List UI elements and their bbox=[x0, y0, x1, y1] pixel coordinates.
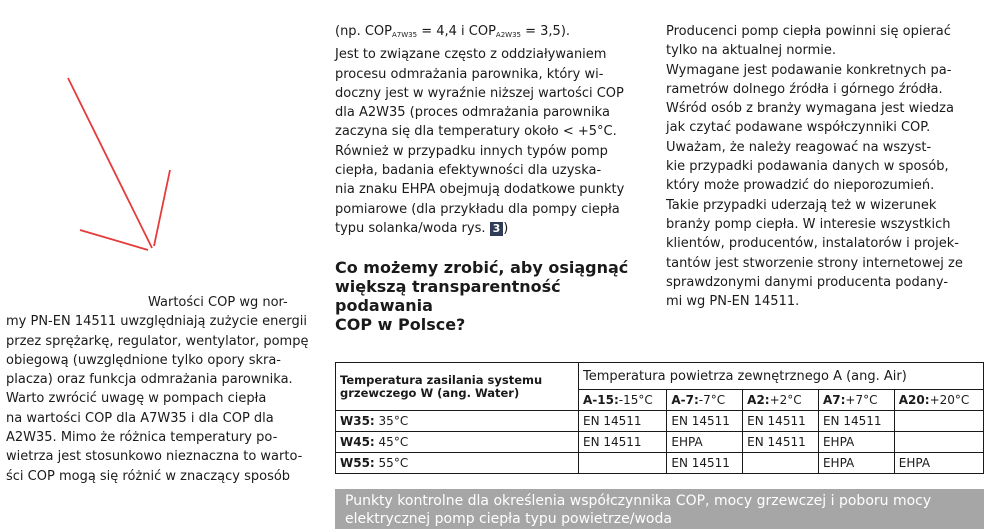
table-cell: EHPA bbox=[818, 453, 894, 474]
col3-line: Wśród osób z branży wymagana jest wiedza bbox=[666, 101, 954, 117]
table-cell: EHPA bbox=[667, 432, 743, 453]
col2-line: doczny jest w wyraźnie niższej wartości COP bbox=[335, 85, 624, 101]
table-cell: EN 14511 bbox=[743, 411, 819, 432]
table-row bbox=[336, 453, 984, 474]
table-cell: EHPA bbox=[818, 432, 894, 453]
table-cell: EHPA bbox=[894, 453, 983, 474]
col3-line: Wymagane jest podawanie konkretnych pa- bbox=[666, 62, 952, 78]
column-header: A-7:-7°C bbox=[667, 390, 743, 411]
table-row bbox=[336, 432, 984, 453]
column-header: A2:+2°C bbox=[743, 390, 819, 411]
col2-line: Również w przypadku innych typów pomp bbox=[335, 143, 608, 159]
column-header: A7:+7°C bbox=[818, 390, 894, 411]
col2-line: dla A2W35 (proces odmrażania parownika bbox=[335, 105, 610, 121]
col3-line: rametrów dolnego źródła i górnego źródła. bbox=[666, 81, 943, 97]
col3-line: Takie przypadki uderzają też w wizerunek bbox=[666, 197, 937, 213]
table-cell bbox=[894, 411, 983, 432]
table-cell: EN 14511 bbox=[667, 453, 743, 474]
text-column-3 bbox=[666, 22, 986, 311]
figure-reference-badge: 3 bbox=[490, 222, 504, 236]
col2-line: pomiarowe (dla przykładu dla pompy ciepła bbox=[335, 201, 620, 217]
row-header-cell: Temperatura zasilania systemu grzewczego W (ang. Water) bbox=[336, 363, 579, 411]
table-header-row bbox=[336, 363, 984, 390]
col3-line: sprawdzonymi danymi producenta podany- bbox=[666, 274, 949, 290]
col3-line: Producenci pomp ciepła powinni się opierać bbox=[666, 24, 951, 39]
table-caption: Punkty kontrolne dla określenia współczynnika COP, mocy grzewczej i poboru mocy elektrycznej pomp ciepła typu powietrze/woda bbox=[335, 489, 984, 529]
table-cell bbox=[579, 453, 667, 474]
col3-line: kie przypadki podawania danych w sposób, bbox=[666, 159, 949, 175]
col3-line: mi wg PN-EN 14511. bbox=[666, 294, 800, 310]
col1-line: na wartości COP dla A7W35 i dla COP dla bbox=[6, 410, 274, 426]
row-label: W45: 45°C bbox=[336, 432, 579, 453]
text-column-1 bbox=[6, 293, 326, 486]
table-cell: EN 14511 bbox=[579, 432, 667, 453]
row-label: W55: 55°C bbox=[336, 453, 579, 474]
section-heading: Co możemy zrobić, aby osiągnąć większą transparentność podawania COP w Polsce? bbox=[335, 258, 629, 335]
col1-line: Wartości COP wg nor- bbox=[148, 295, 288, 310]
col3-line: klientów, producentów, instalatorów i projek- bbox=[666, 236, 959, 252]
table-cell: EN 14511 bbox=[579, 411, 667, 432]
col1-line: Warto zwrócić uwagę w pompach ciepła bbox=[6, 391, 267, 407]
cop-example-line: (np. $COP_{A7W35} = 4,4$ i $COP_{A2W35} = 3,5$). bbox=[335, 24, 571, 39]
col3-line: jak czytać podawane współczynniki COP. bbox=[666, 120, 931, 136]
col3-line: branży pomp ciepła. W interesie wszystkich bbox=[666, 216, 951, 232]
col1-line: ści COP mogą się różnić w znaczący sposób bbox=[6, 468, 291, 484]
row-label: W35: 35°C bbox=[336, 411, 579, 432]
col1-line: wietrza jest stosunkowo nieznaczna to warto- bbox=[6, 449, 303, 465]
col3-line: Uważam, że należy reagować na wszyst- bbox=[666, 139, 932, 155]
group-header-cell: Temperatura powietrza zewnętrznego A (ang. Air) bbox=[579, 363, 984, 390]
col1-line: my PN-EN 14511 uwzględniają zużycie energii bbox=[6, 314, 307, 330]
table-cell: EN 14511 bbox=[667, 411, 743, 432]
column-header: A-15:-15°C bbox=[579, 390, 667, 411]
col2-line: zaczyna się dla temperatury około < +5°C. bbox=[335, 124, 617, 140]
col2-line: Jest to związane często z oddziaływaniem bbox=[335, 47, 607, 63]
col1-line: placza) oraz funkcja odmrażania parownika. bbox=[6, 372, 293, 388]
col1-line: A2W35. Mimo że różnica temperatury po- bbox=[6, 430, 278, 446]
col2-line: typu solanka/woda rys. 3 ) bbox=[335, 220, 509, 236]
col1-line: obiegową (uwzględnione tylko opory skra- bbox=[6, 352, 281, 368]
text-column-2 bbox=[335, 22, 635, 334]
col2-line: nia znaku EHPA obejmują dodatkowe punkty bbox=[335, 182, 625, 198]
col1-line: przez sprężarkę, regulator, wentylator, pompę bbox=[6, 333, 309, 349]
table-cell: EN 14511 bbox=[818, 411, 894, 432]
column-header: A20:+20°C bbox=[894, 390, 983, 411]
table-cell: EN 14511 bbox=[743, 432, 819, 453]
red-arrow-icon bbox=[60, 70, 180, 260]
col2-line: ciepła, badania efektywności dla uzyska- bbox=[335, 163, 602, 179]
table-cell bbox=[894, 432, 983, 453]
col2-line: procesu odmrażania parownika, który wi- bbox=[335, 66, 604, 82]
table-cell bbox=[743, 453, 819, 474]
cop-test-points-table bbox=[335, 362, 984, 474]
col3-line: który może prowadzić do nieporozumień. bbox=[666, 178, 935, 194]
col3-line: tylko na aktualnej normie. bbox=[666, 43, 836, 59]
col3-line: tantów jest stworzenie strony internetowej ze bbox=[666, 255, 963, 271]
table-row bbox=[336, 411, 984, 432]
